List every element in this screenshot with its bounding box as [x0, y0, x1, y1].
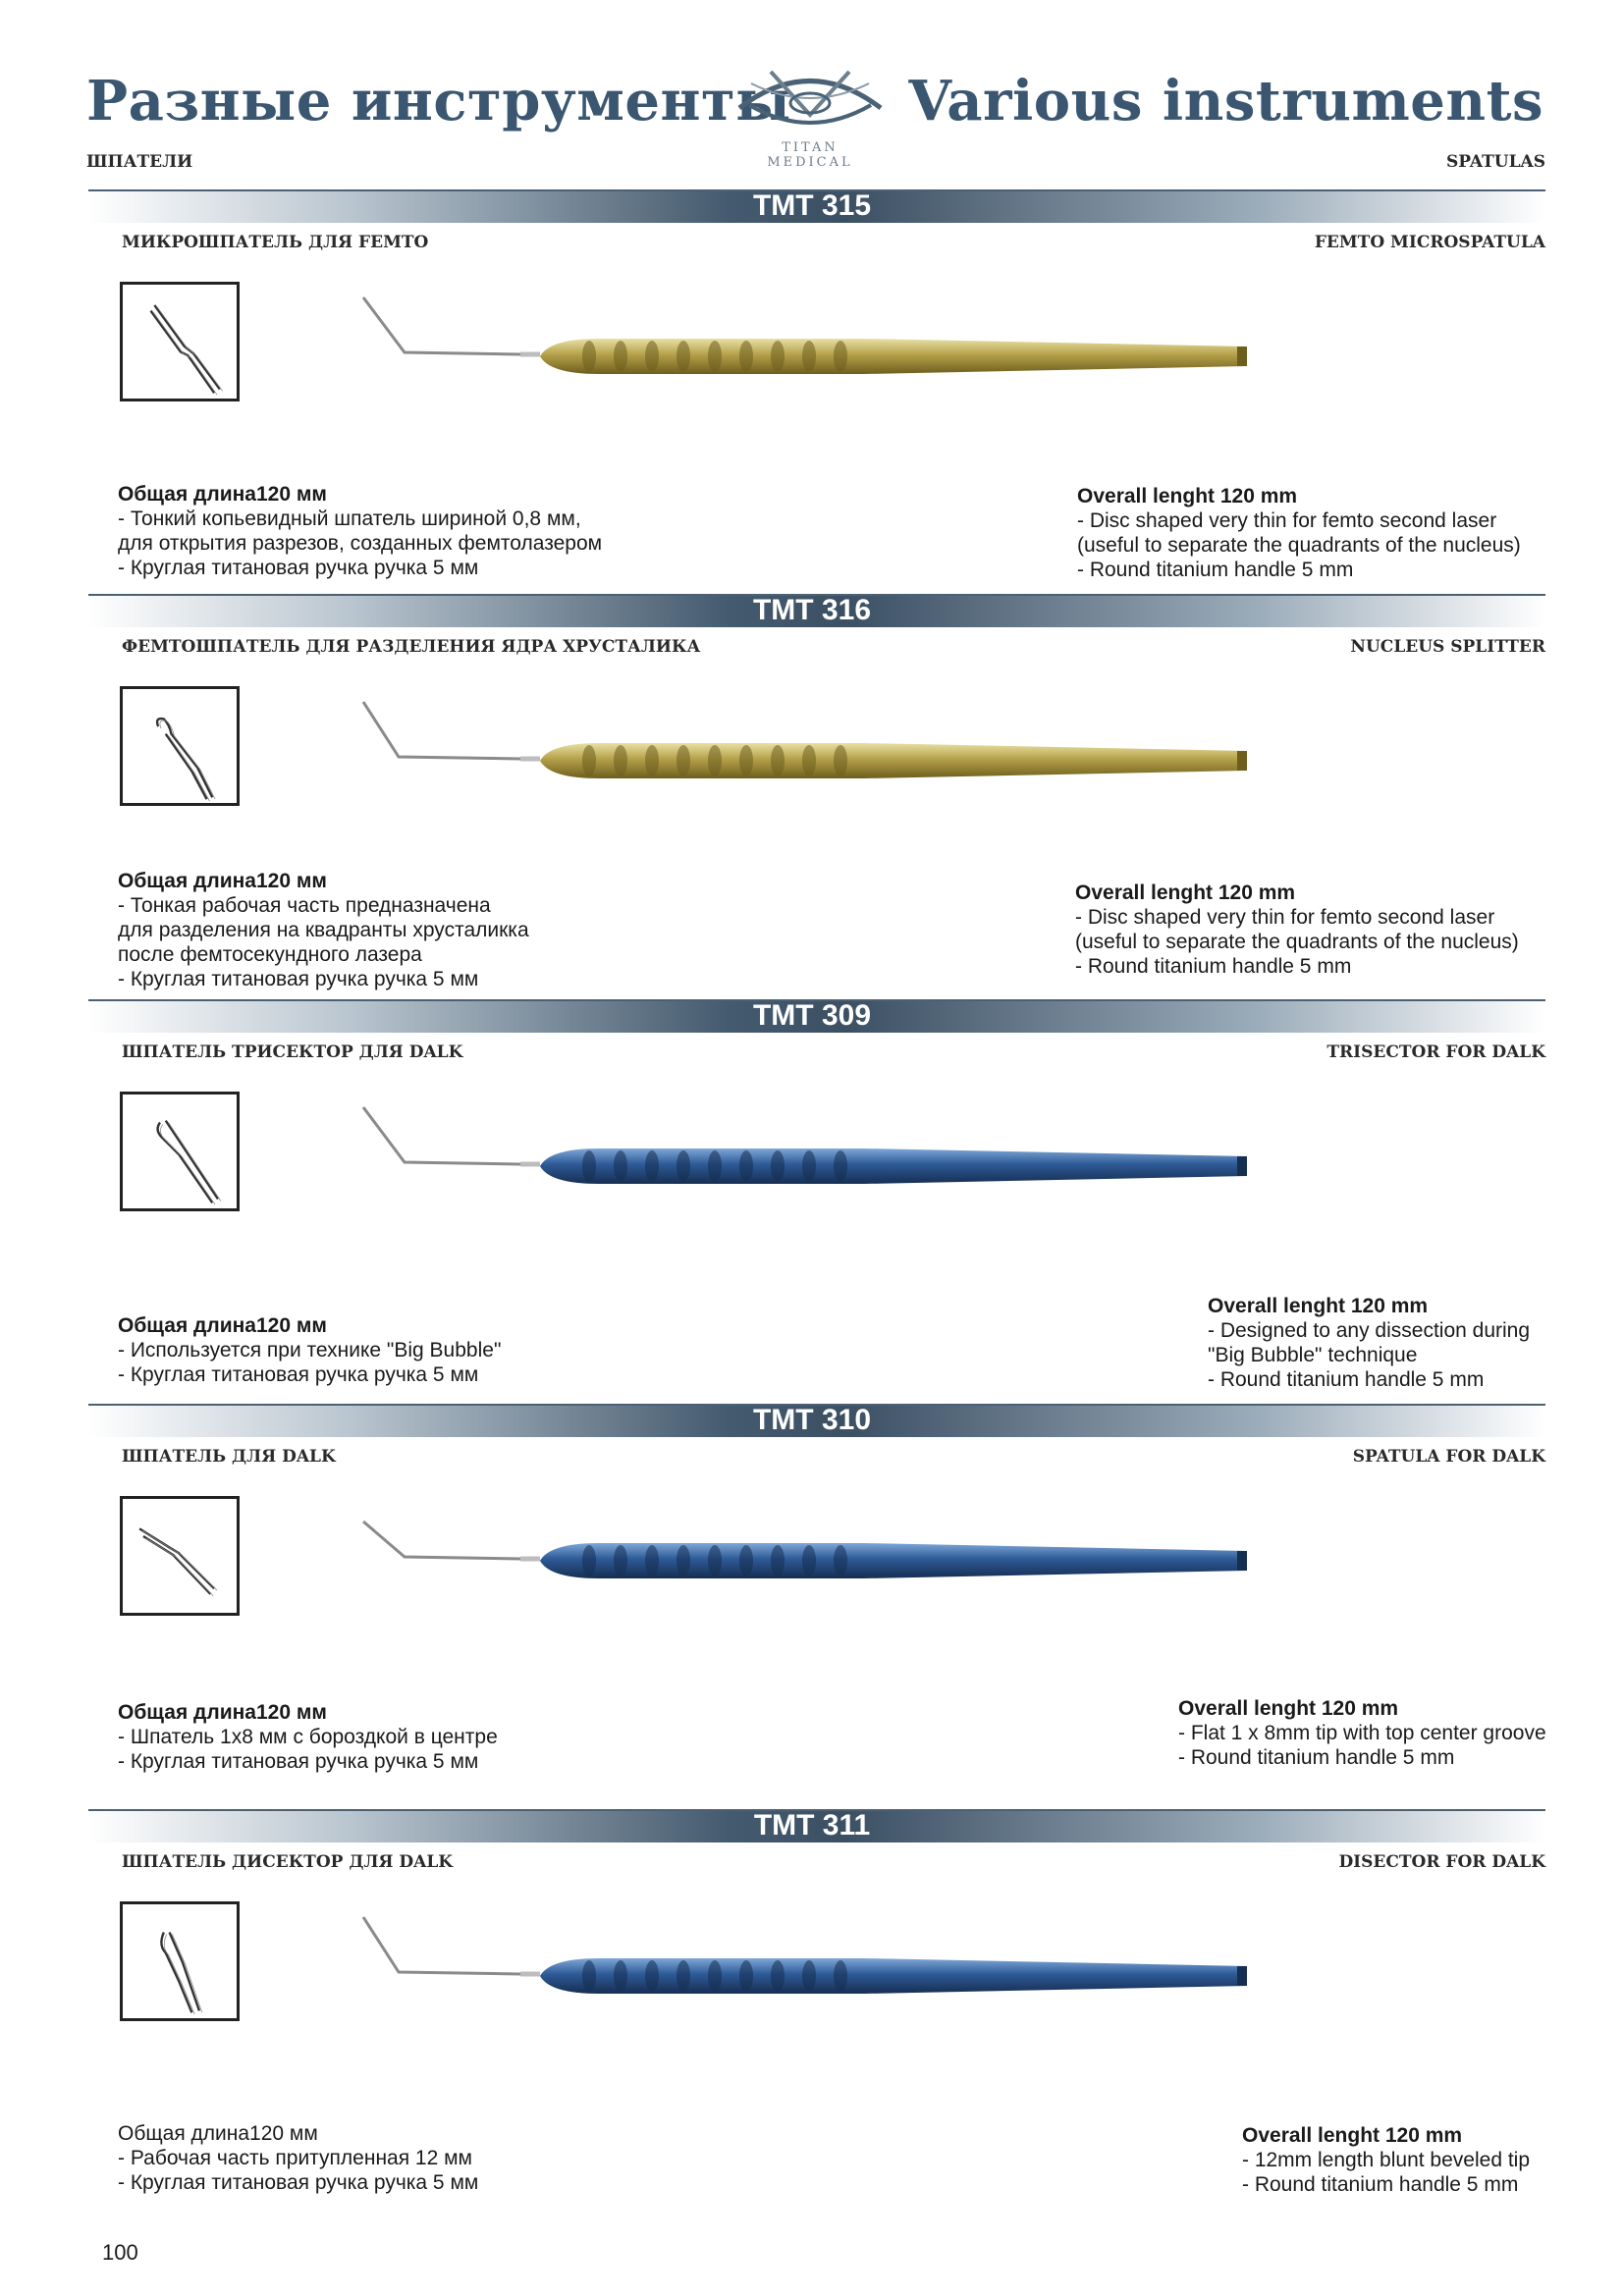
product-code: TMT 315: [752, 189, 872, 222]
overall-length-en: Overall lenght 120 mm: [1242, 2124, 1463, 2147]
product-name-en: DISECTOR FOR DALK: [1338, 1852, 1545, 1872]
description-ru: [118, 482, 602, 580]
product-name-ru: МИКРОШПАТЕЛЬ ДЛЯ FEMTO: [122, 233, 429, 252]
description-en: [1075, 881, 1519, 979]
instrument-section: [0, 1809, 1624, 2214]
description-line-ru: - Круглая титановая ручка ручка 5 мм: [118, 1363, 479, 1386]
product-code: TMT 316: [752, 594, 872, 626]
tip-detail-image: [120, 1496, 240, 1616]
description-line-en: - Disc shaped very thin for femto second laser: [1077, 509, 1497, 532]
description-ru: [118, 869, 529, 991]
description-line-ru: - Используется при технике "Big Bubble": [118, 1339, 502, 1362]
description-line-en: - Disc shaped very thin for femto second laser: [1075, 906, 1495, 929]
description-line-ru: для разделения на квадранты хрусталикка: [118, 919, 529, 941]
description-line-ru: после фемтосекундного лазера: [118, 943, 422, 966]
instrument-image: [344, 248, 1286, 435]
page-title-en: Various instruments: [908, 69, 1543, 133]
instrument-image: [344, 1868, 1286, 2055]
description-line-en: - 12mm length blunt beveled tip: [1242, 2149, 1531, 2171]
titan-medical-logo: [731, 54, 889, 177]
overall-length-ru: Общая длина120 мм: [118, 870, 327, 892]
instrument-section: [0, 1404, 1624, 1808]
instrument-photo-icon: [344, 1463, 1286, 1649]
description-line-en: - Designed to any dissection during: [1208, 1319, 1531, 1342]
page-number: 100: [102, 2240, 138, 2265]
instrument-image: [344, 1058, 1286, 1245]
tip-detail-icon: [123, 1095, 237, 1208]
description-line-en: (useful to separate the quadrants of the nucleus): [1075, 931, 1519, 953]
overall-length-ru: Общая длина120 мм: [118, 2122, 318, 2145]
description-line-ru: - Шпатель 1х8 мм с бороздкой в центре: [118, 1726, 498, 1748]
logo-text-medical: MEDICAL: [767, 155, 853, 170]
instrument-photo-icon: [344, 653, 1286, 839]
overall-length-en: Overall lenght 120 mm: [1208, 1295, 1429, 1317]
product-code: TMT 309: [752, 999, 872, 1032]
category-label-en: SPATULAS: [1446, 152, 1545, 172]
instrument-photo-icon: [344, 248, 1286, 435]
product-code: TMT 311: [753, 1809, 871, 1842]
instrument-section: [0, 999, 1624, 1404]
tip-detail-image: [120, 686, 240, 806]
product-name-en: NUCLEUS SPLITTER: [1350, 637, 1545, 657]
description-line-en: - Flat 1 x 8mm tip with top center groove: [1178, 1722, 1546, 1744]
description-line-ru: - Круглая титановая ручка ручка 5 мм: [118, 2171, 479, 2194]
product-name-ru: ШПАТЕЛЬ ДИСЕКТОР ДЛЯ DALK: [122, 1852, 454, 1872]
instrument-image: [344, 653, 1286, 839]
tip-detail-icon: [123, 689, 237, 803]
description-en: [1242, 2123, 1530, 2197]
description-en: [1178, 1696, 1546, 1770]
category-label-ru: ШПАТЕЛИ: [86, 152, 193, 172]
logo-eye-icon: [731, 54, 889, 142]
page-title-ru: Разные инструменты: [86, 69, 791, 133]
overall-length-ru: Общая длина120 мм: [118, 1701, 327, 1724]
description-line-ru: - Круглая титановая ручка ручка 5 мм: [118, 968, 479, 990]
description-line-ru: - Рабочая часть притупленная 12 мм: [118, 2147, 472, 2169]
product-code: TMT 310: [752, 1404, 872, 1436]
description-en: [1208, 1294, 1530, 1392]
overall-length-en: Overall lenght 120 mm: [1077, 485, 1298, 507]
description-line-ru: - Тонкий копьевидный шпатель шириной 0,8 мм,: [118, 507, 581, 530]
product-name-en: TRISECTOR FOR DALK: [1326, 1042, 1545, 1062]
description-ru: [118, 1313, 501, 1387]
product-name-en: SPATULA FOR DALK: [1352, 1447, 1545, 1467]
description-line-en: - Round titanium handle 5 mm: [1208, 1368, 1485, 1391]
instrument-photo-icon: [344, 1868, 1286, 2055]
overall-length-ru: Общая длина120 мм: [118, 1314, 327, 1337]
tip-detail-image: [120, 1092, 240, 1211]
description-en: [1077, 484, 1521, 582]
description-line-ru: - Круглая титановая ручка ручка 5 мм: [118, 557, 479, 579]
tip-detail-image: [120, 1901, 240, 2021]
overall-length-ru: Общая длина120 мм: [118, 483, 327, 506]
logo-text-titan: TITAN: [782, 140, 839, 155]
description-line-en: - Round titanium handle 5 mm: [1242, 2173, 1519, 2196]
tip-detail-icon: [123, 285, 237, 399]
description-line-en: (useful to separate the quadrants of the nucleus): [1077, 534, 1521, 557]
overall-length-en: Overall lenght 120 mm: [1075, 881, 1296, 904]
overall-length-en: Overall lenght 120 mm: [1178, 1697, 1399, 1720]
description-line-ru: для открытия разрезов, созданных фемтолазером: [118, 532, 603, 555]
tip-detail-icon: [123, 1499, 237, 1613]
tip-detail-image: [120, 282, 240, 401]
product-name-ru: ШПАТЕЛЬ ТРИСЕКТОР ДЛЯ DALK: [122, 1042, 463, 1062]
product-name-en: FEMTO MICROSPATULA: [1314, 233, 1545, 252]
instrument-section: [0, 189, 1624, 594]
description-line-en: "Big Bubble" technique: [1208, 1344, 1418, 1366]
description-line-ru: - Тонкая рабочая часть предназначена: [118, 894, 491, 917]
description-line-en: - Round titanium handle 5 mm: [1077, 559, 1354, 581]
instrument-photo-icon: [344, 1058, 1286, 1245]
product-name-ru: ШПАТЕЛЬ ДЛЯ DALK: [122, 1447, 336, 1467]
description-ru: [118, 1700, 498, 1774]
description-ru: [118, 2121, 478, 2195]
tip-detail-icon: [123, 1904, 237, 2018]
description-line-ru: - Круглая титановая ручка ручка 5 мм: [118, 1750, 479, 1773]
instrument-section: [0, 594, 1624, 998]
description-line-en: - Round titanium handle 5 mm: [1075, 955, 1352, 978]
product-name-ru: ФЕМТОШПАТЕЛЬ ДЛЯ РАЗДЕЛЕНИЯ ЯДРА ХРУСТАЛИКА: [122, 637, 701, 657]
instrument-image: [344, 1463, 1286, 1649]
description-line-en: - Round titanium handle 5 mm: [1178, 1746, 1455, 1769]
